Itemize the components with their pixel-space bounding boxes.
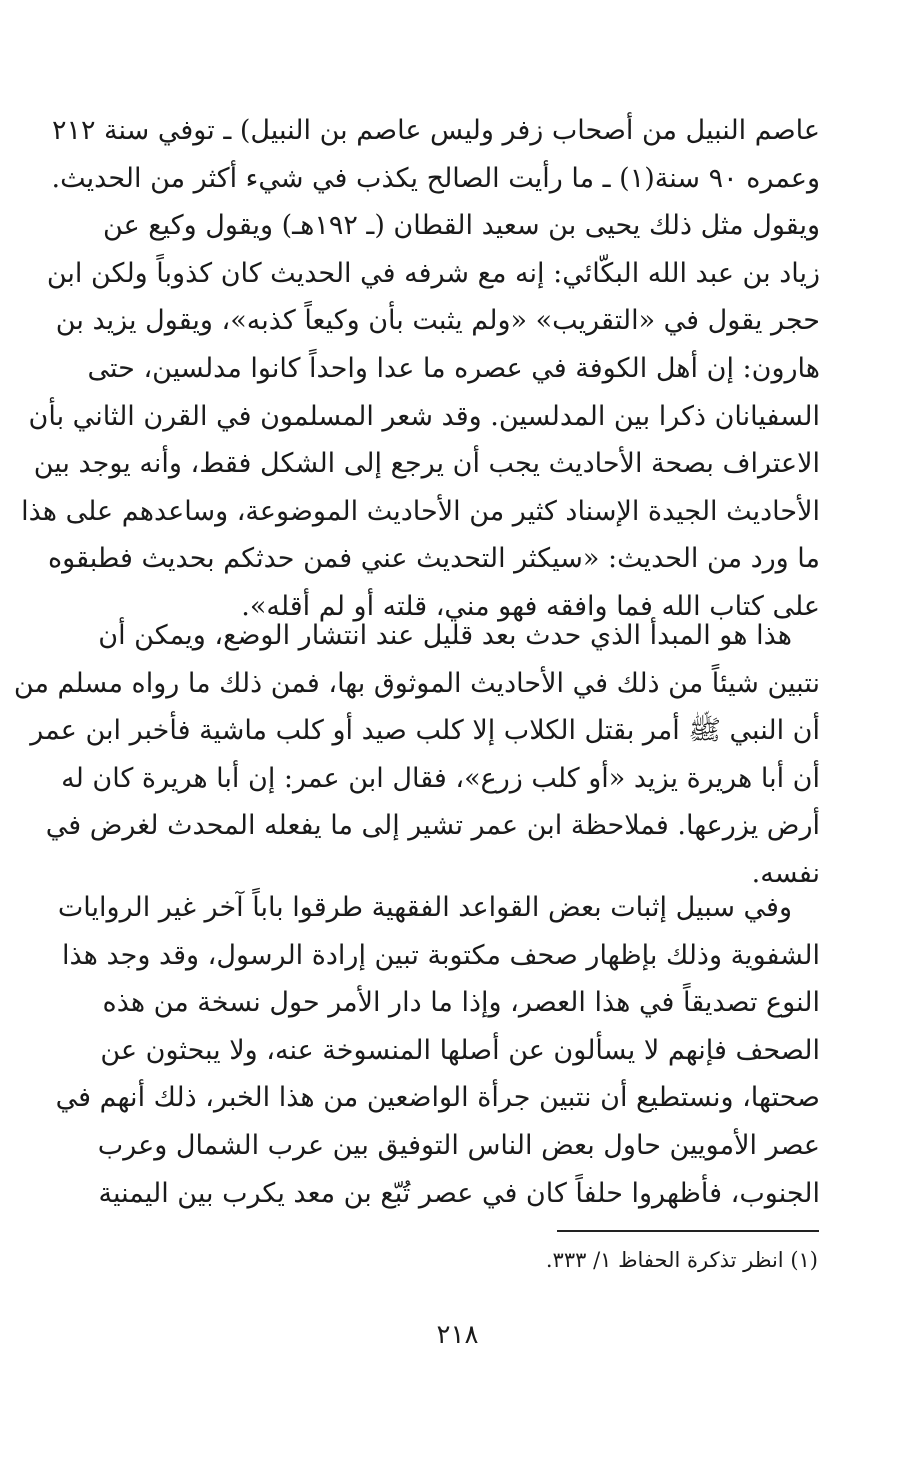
text-line: وفي سبيل إثبات بعض القواعد الفقهية طرقوا باباً آخر غير الروايات	[57, 892, 792, 923]
text-line: الشفوية وذلك بإظهار صحف مكتوبة تبين إرادة الرسول، وقد وجد هذا	[61, 939, 820, 971]
text-line: على كتاب الله فما وافقه فهو مني، قلته أو لم أقله».	[241, 590, 820, 622]
text-line: هذا هو المبدأ الذي حدث بعد قليل عند انتشار الوضع، ويمكن أن	[98, 620, 792, 651]
text-line: هارون: إن أهل الكوفة في عصره ما عدا واحداً كانوا مدلسين، حتى	[87, 352, 820, 384]
text-line: وعمره ٩٠ سنة(١) ـ ما رأيت الصالح يكذب في شيء أكثر من الحديث.	[51, 162, 820, 194]
paragraph-3	[55, 884, 820, 1217]
text-line: النوع تصديقاً في هذا العصر، وإذا ما دار الأمر حول نسخة من هذه	[102, 987, 820, 1019]
paragraph-2	[13, 612, 820, 898]
text-line: نفسه.	[751, 857, 820, 889]
page-number: ٢١٨	[436, 1320, 479, 1350]
text-line: ويقول مثل ذلك يحيى بن سعيد القطان (ـ ١٩٢هـ) ويقول وكيع عن	[103, 210, 820, 242]
text-line: السفيانان ذكرا بين المدلسين. وقد شعر المسلمون في القرن الثاني بأن	[28, 400, 820, 432]
footnote: (١) انظر تذكرة الحفاظ ١/ ٣٣٣.	[545, 1248, 818, 1272]
text-line: الصحف فإنهم لا يسألون عن أصلها المنسوخة عنه، ولا يبحثون عن	[100, 1034, 820, 1066]
text-line: حجر يقول في «التقريب» «ولم يثبت بأن وكيعاً كذبه»، ويقول يزيد بن	[55, 305, 820, 337]
text-line: صحتها، ونستطيع أن نتبين جرأة الواضعين من هذا الخبر، ذلك أنهم في	[55, 1082, 820, 1114]
footnote-divider	[557, 1230, 819, 1232]
text-line: الاعتراف بصحة الأحاديث يجب أن يرجع إلى الشكل فقط، وأنه يوجد بين	[33, 448, 820, 480]
text-line: أن النبي ﷺ أمر بقتل الكلاب إلا كلب صيد أو كلب ماشية فأخبر ابن عمر	[30, 715, 820, 747]
text-line: الأحاديث الجيدة الإسناد كثير من الأحاديث الموضوعة، وساعدهم على هذا	[21, 495, 820, 527]
text-line: أرض يزرعها. فملاحظة ابن عمر تشير إلى ما يفعله المحدث لغرض في	[45, 810, 820, 842]
text-line: أن أبا هريرة يزيد «أو كلب زرع»، فقال ابن عمر: إن أبا هريرة كان له	[61, 762, 820, 794]
text-line: عاصم النبيل من أصحاب زفر وليس عاصم بن النبيل) ـ توفي سنة ٢١٢	[51, 115, 820, 146]
text-line: الجنوب، فأظهروا حلفاً كان في عصر تُبّع بن معد يكرب بين اليمنية	[98, 1177, 820, 1209]
text-line: ما ورد من الحديث: «سيكثر التحديث عني فمن حدثكم بحديث فطبقوه	[47, 543, 820, 575]
paragraph-1	[21, 107, 820, 631]
text-line: زياد بن عبد الله البكّائي: إنه مع شرفه في الحديث كان كذوباً ولكن ابن	[46, 257, 820, 289]
text-line: نتبين شيئاً من ذلك في الأحاديث الموثوق بها، فمن ذلك ما رواه مسلم من	[13, 667, 820, 699]
text-line: عصر الأمويين حاول بعض الناس التوفيق بين عرب الشمال وعرب	[97, 1129, 820, 1161]
